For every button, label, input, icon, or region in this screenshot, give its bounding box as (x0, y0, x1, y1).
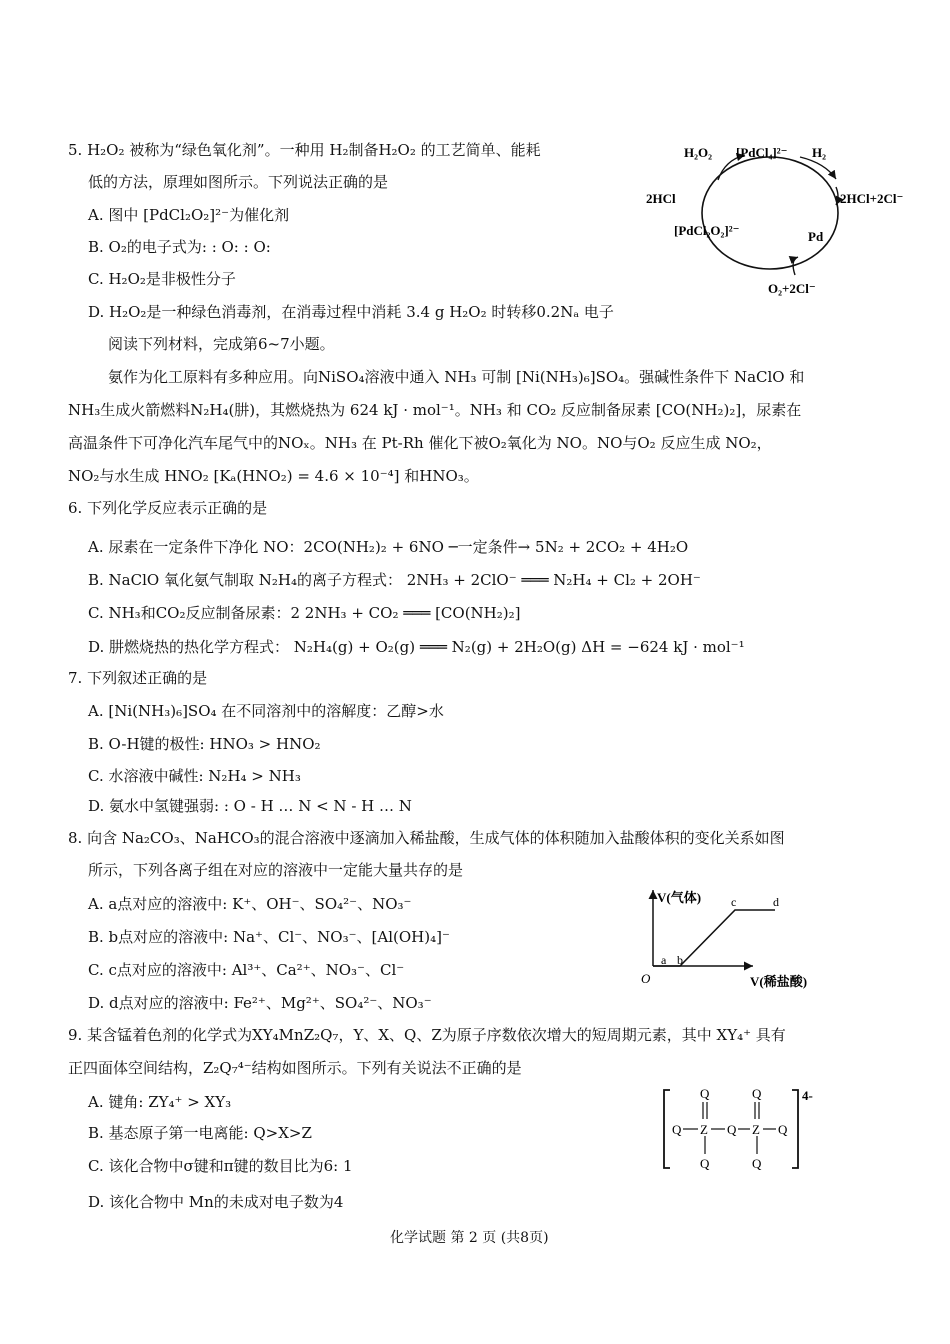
q9-option-a: A. 键角: ZY₄⁺ > XY₃ (88, 1093, 232, 1111)
atom-q-bridge: Q (727, 1122, 737, 1137)
q6-option-a: A. 尿素在一定条件下净化 NO：2CO(NH₂)₂ + 6NO ─一定条件→ 5N₂ + 2CO₂ + 4H₂O (88, 538, 689, 556)
material-para-line4: NO₂与水生成 HNO₂ [Kₐ(HNO₂) = 4.6 × 10⁻⁴] 和HNO₃。 (68, 467, 479, 485)
q8-stem-line1: 8. 向含 Na₂CO₃、NaHCO₃的混合溶液中逐滴加入稀盐酸，生成气体的体积随加入盐酸体积的变化关系如图 (68, 829, 785, 847)
q5-stem-line1: 5. H₂O₂ 被称为“绿色氧化剂”。一种用 H₂制备H₂O₂ 的工艺简单、能耗 (68, 141, 541, 159)
label-pdcl4: [PdCl₄]²⁻ (736, 145, 788, 160)
q7-option-a: A. [Ni(NH₃)₆]SO₄ 在不同溶剂中的溶解度：乙醇>水 (88, 702, 444, 720)
atom-z-left: Z (700, 1122, 708, 1137)
graph-point-b: b (677, 953, 683, 967)
arrow-h2-in (800, 157, 836, 179)
atom-q-top-right: Q (752, 1086, 762, 1101)
q6-option-c: C. NH₃和CO₂反应制备尿素：2 2NH₃ + CO₂ ═══ [CO(NH₂)₂] (88, 604, 521, 622)
q6-option-b: B. NaClO 氧化氨气制取 N₂H₄的离子方程式： 2NH₃ + 2ClO⁻ ═══ N₂H₄ + Cl₂ + 2OH⁻ (88, 571, 701, 589)
q9-stem-line2: 正四面体空间结构，Z₂Q₇⁴⁻结构如图所示。下列有关说法不正确的是 (68, 1059, 522, 1077)
q8-option-c: C. c点对应的溶液中: Al³⁺、Ca²⁺、NO₃⁻、Cl⁻ (88, 961, 405, 979)
graph-curve (653, 910, 775, 966)
q8-option-d: D. d点对应的溶液中: Fe²⁺、Mg²⁺、SO₄²⁻、NO₃⁻ (88, 994, 432, 1012)
label-o2-2cl: O₂+2Cl⁻ (768, 281, 816, 296)
graph-point-c: c (731, 895, 737, 909)
atom-q-bottom-left: Q (700, 1156, 710, 1171)
material-para-line3: 高温条件下可净化汽车尾气中的NOₓ。NH₃ 在 Pt-Rh 催化下被O₂氧化为 NO。NO与O₂ 反应生成 NO₂， (68, 434, 772, 452)
label-2hcl: 2HCl (646, 191, 676, 206)
graph-point-d: d (773, 895, 779, 909)
bracket-right (792, 1090, 798, 1168)
q5-option-d: D. H₂O₂是一种绿色消毒剂，在消毒过程中消耗 3.4 g H₂O₂ 时转移0.2Nₐ 电子 (88, 303, 614, 321)
q8-stem-line2: 所示，下列各离子组在对应的溶液中一定能大量共存的是 (88, 861, 464, 879)
q7-stem: 7. 下列叙述正确的是 (68, 669, 208, 687)
q9-option-d: D. 该化合物中 Mn的未成对电子数为4 (88, 1193, 344, 1211)
label-pdcl2o2: [PdCl₂O₂]²⁻ (674, 223, 740, 238)
q5-stem-line2: 低的方法，原理如图所示。下列说法正确的是 (88, 173, 389, 191)
q9-stem-line1: 9. 某含锰着色剂的化学式为XY₄MnZ₂Q₇，Y、X、Q、Z为原子序数依次增大的短周期元素，其中 XY₄⁺ 具有 (68, 1026, 786, 1044)
material-para-line2: NH₃生成火箭燃料N₂H₄(肼)，其燃烧热为 624 kJ · mol⁻¹。NH₃ 和 CO₂ 反应制备尿素 [CO(NH₂)₂]，尿素在 (68, 401, 802, 419)
q5-option-c: C. H₂O₂是非极性分子 (88, 270, 236, 288)
label-h2: H₂ (812, 145, 827, 160)
label-pd: Pd (808, 229, 824, 244)
atom-q-bottom-right: Q (752, 1156, 762, 1171)
material-intro: 阅读下列材料，完成第6~7小题。 (108, 335, 335, 353)
q9-option-b: B. 基态原子第一电离能: Q>X>Z (88, 1124, 312, 1142)
material-para-line1: 氨作为化工原料有多种应用。向NiSO₄溶液中通入 NH₃ 可制 [Ni(NH₃)₆]SO₄。强碱性条件下 NaClO 和 (108, 368, 805, 386)
q7-option-c: C. 水溶液中碱性: N₂H₄ > NH₃ (88, 767, 301, 785)
q6-option-d: D. 肼燃烧热的热化学方程式： N₂H₄(g) + O₂(g) ═══ N₂(g) + 2H₂O(g) ΔH = −624 kJ · mol⁻¹ (88, 638, 745, 656)
structure-charge: 4- (802, 1088, 813, 1103)
q5-option-b: B. O₂的电子式为: : O: : O: (88, 238, 271, 256)
q8-option-a: A. a点对应的溶液中: K⁺、OH⁻、SO₄²⁻、NO₃⁻ (88, 895, 412, 913)
label-2hcl-2cl: 2HCl+2Cl⁻ (840, 191, 904, 206)
graph-point-a: a (661, 953, 667, 967)
page-footer: 化学试题 第 2 页 (共8页) (390, 1230, 549, 1246)
cycle-loop (702, 157, 838, 269)
graph-origin: O (641, 971, 651, 986)
q7-option-d: D. 氨水中氢键强弱: : O - H … N < N - H … N (88, 797, 412, 815)
q9-option-c: C. 该化合物中σ键和π键的数目比为6: 1 (88, 1157, 353, 1175)
q8-option-b: B. b点对应的溶液中: Na⁺、Cl⁻、NO₃⁻、[Al(OH)₄]⁻ (88, 928, 450, 946)
q7-option-b: B. O-H键的极性: HNO₃ > HNO₂ (88, 735, 321, 753)
atom-z-right: Z (752, 1122, 760, 1137)
atom-q-right: Q (778, 1122, 788, 1137)
atom-q-left: Q (672, 1122, 682, 1137)
q5-option-a: A. 图中 [PdCl₂O₂]²⁻为催化剂 (88, 206, 290, 224)
graph-y-label: V(气体) (657, 890, 702, 905)
z2q7-structure-diagram (660, 1084, 820, 1174)
catalytic-cycle-diagram (640, 135, 920, 300)
graph-x-label: V(稀盐酸) (750, 974, 808, 989)
label-h2o2: H₂O₂ (684, 145, 713, 160)
gas-volume-graph (635, 884, 835, 994)
bracket-left (664, 1090, 670, 1168)
atom-q-top-left: Q (700, 1086, 710, 1101)
q6-stem: 6. 下列化学反应表示正确的是 (68, 499, 268, 517)
